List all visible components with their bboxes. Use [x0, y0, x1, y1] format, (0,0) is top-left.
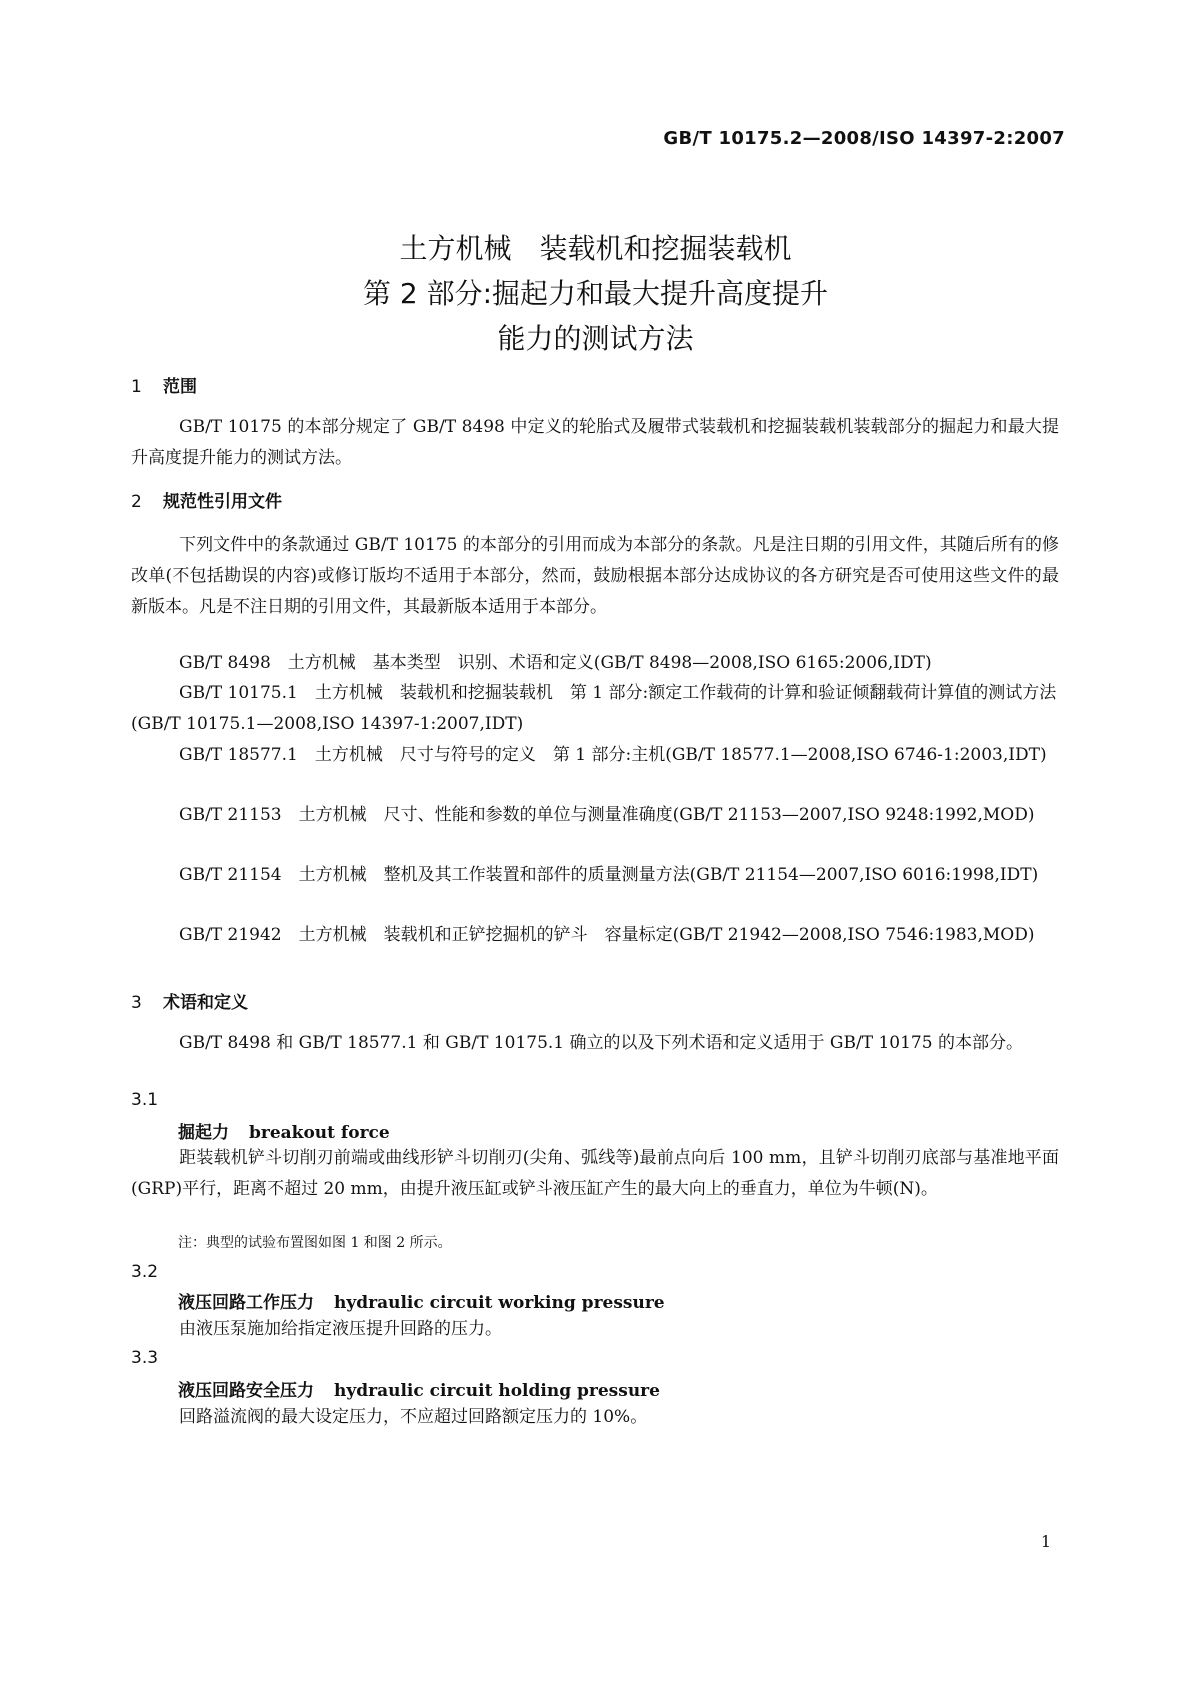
term-heading: [178, 1288, 665, 1313]
page-number: 1: [1040, 1532, 1051, 1551]
reference-item: GB/T 8498 土方机械 基本类型 识别、术语和定义(GB/T 8498—2008,ISO 6165:2006,IDT): [179, 653, 932, 673]
term-en: breakout force: [249, 1123, 390, 1143]
section-2-heading: [131, 487, 282, 512]
term-heading: [178, 1376, 660, 1401]
section-number: 1: [131, 377, 142, 397]
term-en: hydraulic circuit working pressure: [334, 1293, 665, 1313]
term-number: 3.1: [131, 1090, 159, 1110]
reference-item: GB/T 10175.1 土方机械 装载机和挖掘装载机 第 1 部分:额定工作载荷的计算和验证倾翻载荷计算值的测试方法(GB/T 10175.1—2008,ISO 14397-1:2007,IDT): [131, 683, 1057, 734]
section-number: 2: [131, 492, 142, 512]
section-title: 范围: [163, 377, 197, 397]
title-line-2: 第 2 部分:掘起力和最大提升高度提升: [362, 277, 829, 310]
term-note: 注：典型的试验布置图如图 1 和图 2 所示。: [178, 1235, 452, 1251]
term-number: 3.3: [131, 1348, 159, 1368]
terms-intro-paragraph: GB/T 8498 和 GB/T 18577.1 和 GB/T 10175.1 确立的以及下列术语和定义适用于 GB/T 10175 的本部分。: [179, 1033, 1023, 1053]
section-title: 术语和定义: [163, 993, 248, 1013]
document-title: [0, 226, 1191, 361]
section-title: 规范性引用文件: [163, 492, 282, 512]
reference-item: GB/T 18577.1 土方机械 尺寸与符号的定义 第 1 部分:主机(GB/T 18577.1—2008,ISO 6746-1:2003,IDT): [179, 745, 1047, 765]
term-definition: 由液压泵施加给指定液压提升回路的压力。: [179, 1319, 502, 1339]
term-zh: 液压回路工作压力: [178, 1293, 314, 1313]
term-zh: 掘起力: [178, 1123, 229, 1143]
normative-intro-paragraph: 下列文件中的条款通过 GB/T 10175 的本部分的引用而成为本部分的条款。凡是注日期的引用文件，其随后所有的修改单(不包括勘误的内容)或修订版均不适用于本部分，然而，鼓励根据本部分达成协议的各方研究是否可使用这些文件的最新版本。凡是不注日期的引用文件，其最新版本适用于本部分。: [131, 535, 1059, 617]
term-en: hydraulic circuit holding pressure: [334, 1381, 660, 1401]
title-line-3: 能力的测试方法: [497, 322, 694, 355]
scope-paragraph: GB/T 10175 的本部分规定了 GB/T 8498 中定义的轮胎式及履带式装载机和挖掘装载机装载部分的掘起力和最大提升高度提升能力的测试方法。: [131, 417, 1059, 468]
reference-item: GB/T 21153 土方机械 尺寸、性能和参数的单位与测量准确度(GB/T 21153—2007,ISO 9248:1992,MOD): [179, 805, 1035, 825]
term-zh: 液压回路安全压力: [178, 1381, 314, 1401]
term-definition: 距装载机铲斗切削刃前端或曲线形铲斗切削刃(尖角、弧线等)最前点向后 100 mm，且铲斗切削刃底部与基准地平面(GRP)平行，距离不超过 20 mm，由提升液压缸或铲斗液压缸产生的最大向上的垂直力，单位为牛顿(N)。: [131, 1148, 1059, 1199]
term-number: 3.2: [131, 1262, 159, 1282]
reference-item: GB/T 21942 土方机械 装载机和正铲挖掘机的铲斗 容量标定(GB/T 21942—2008,ISO 7546:1983,MOD): [179, 925, 1035, 945]
title-line-1: 土方机械 装载机和挖掘装载机: [399, 232, 792, 265]
term-heading: [178, 1118, 390, 1143]
section-number: 3: [131, 993, 142, 1013]
section-1-heading: [131, 372, 197, 397]
standard-code-header: GB/T 10175.2—2008/ISO 14397-2:2007: [663, 128, 1065, 149]
term-definition: 回路溢流阀的最大设定压力，不应超过回路额定压力的 10%。: [179, 1407, 648, 1427]
section-3-heading: [131, 988, 248, 1013]
reference-item: GB/T 21154 土方机械 整机及其工作装置和部件的质量测量方法(GB/T 21154—2007,ISO 6016:1998,IDT): [179, 865, 1039, 885]
